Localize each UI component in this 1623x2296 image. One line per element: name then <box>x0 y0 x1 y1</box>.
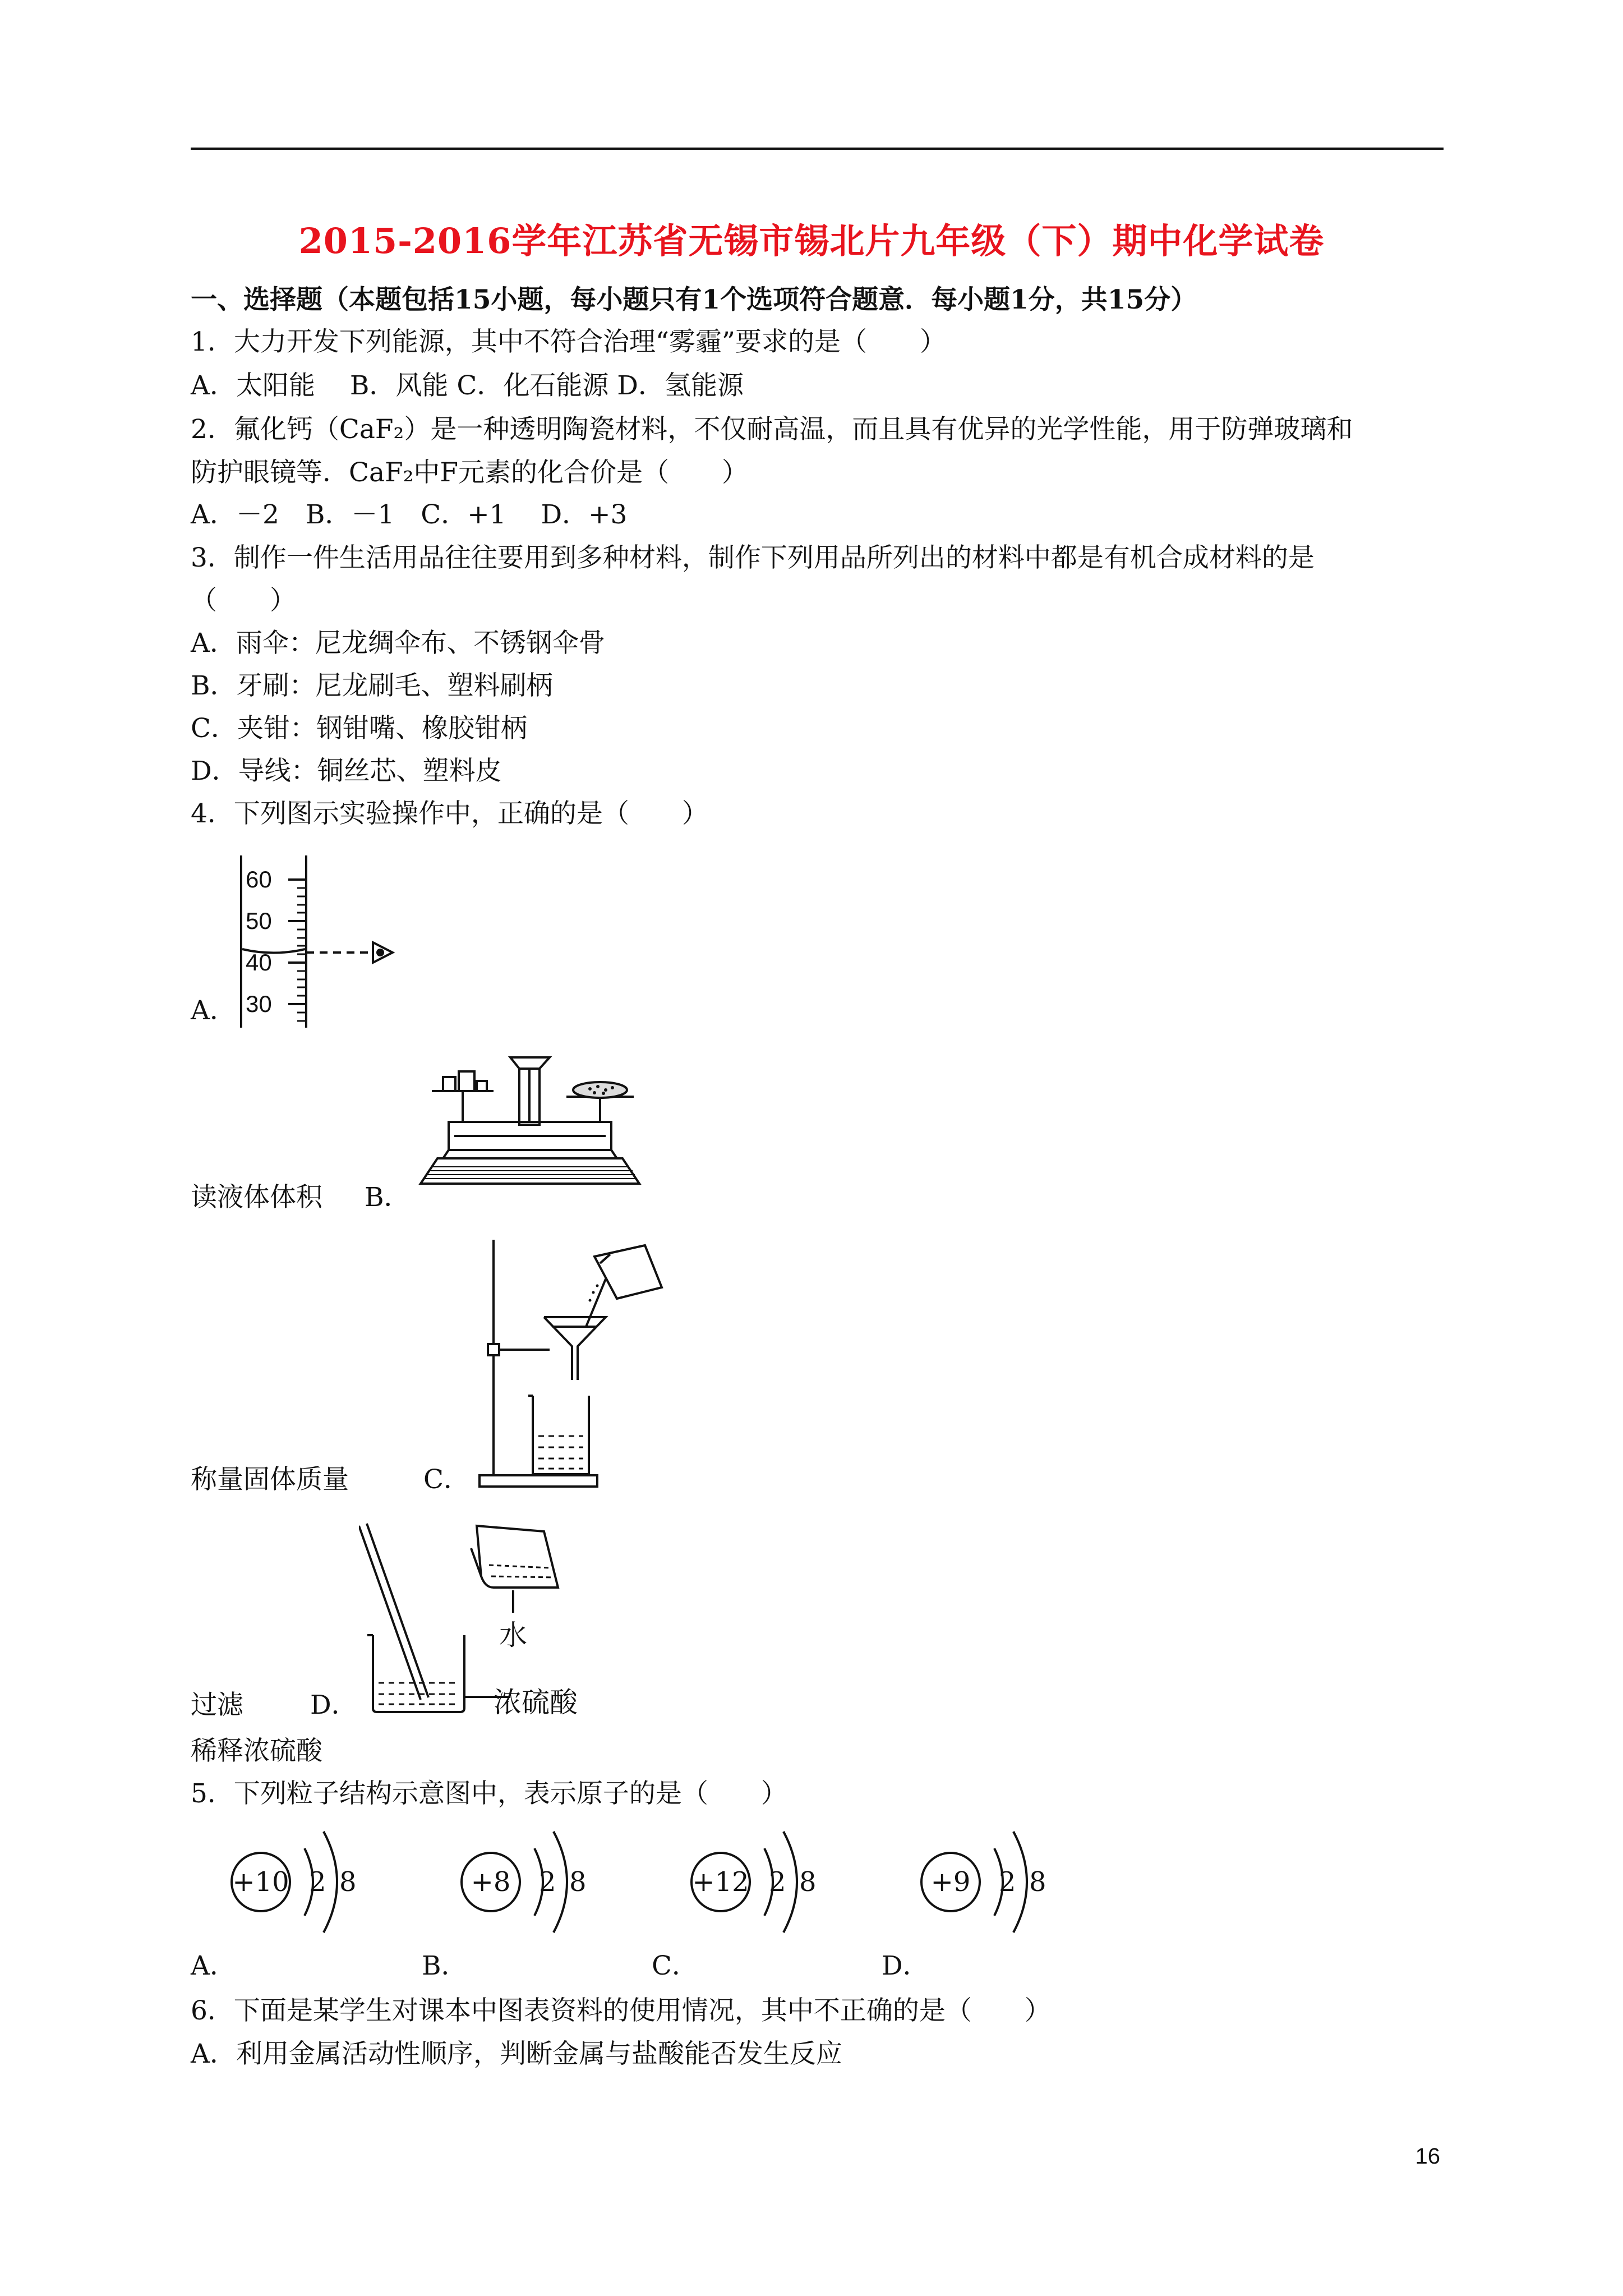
q3-option-b: B．牙刷：尼龙刷毛、塑料刷柄 <box>191 670 553 701</box>
q1-options: A．太阳能 B．风能 C．化石能源 D．氢能源 <box>191 370 744 401</box>
dilution-figure <box>359 1515 600 1728</box>
q5-label-b: B． <box>422 1950 468 1981</box>
q2-stem-line1: 2．氟化钙（CaF₂）是一种透明陶瓷材料，不仅耐高温，而且具有优异的光学性能，用于防弹玻璃和 <box>191 414 1353 445</box>
q2-stem-line2: 防护眼镜等．CaF₂中F元素的化合价是（ ） <box>191 457 749 488</box>
q4-label-c: C． <box>423 1464 470 1495</box>
q5-label-c: C． <box>652 1950 698 1981</box>
q4-caption-c: 过滤 <box>191 1690 243 1720</box>
q5-stem: 5．下列粒子结构示意图中，表示原子的是（ ） <box>191 1778 787 1809</box>
svg-text:30: 30 <box>246 991 272 1017</box>
q4-label-a: A． <box>191 995 236 1026</box>
section-header: 一、选择题（本题包括15小题，每小题只有1个选项符合题意．每小题1分，共15分） <box>191 284 1197 315</box>
q3-stem-line2: （ ） <box>191 585 296 616</box>
water-label: 水 <box>499 1619 527 1651</box>
q4-label-d: D． <box>310 1690 358 1720</box>
svg-text:40: 40 <box>246 949 272 976</box>
header-rule <box>191 148 1444 150</box>
q4-caption-a: 读液体体积 <box>191 1182 322 1213</box>
q3-option-a: A．雨伞：尼龙绸伞布、不锈钢伞骨 <box>191 628 605 659</box>
q1-stem: 1．大力开发下列能源，其中不符合治理“雾霾”要求的是（ ） <box>191 326 946 357</box>
atom-diagram-b: +8 2 8 <box>457 1826 592 1938</box>
q6-stem: 6．下面是某学生对课本中图表资料的使用情况，其中不正确的是（ ） <box>191 1995 1051 2026</box>
filtration-figure <box>477 1234 679 1492</box>
page-title: 2015-2016学年江苏省无锡市锡北片九年级（下）期中化学试卷 <box>298 220 1325 261</box>
q2-options: A．－2 B．－1 C．+1 D．+3 <box>191 499 628 530</box>
atom-diagram-c: +12 2 8 <box>687 1826 822 1938</box>
svg-text:50: 50 <box>246 908 272 934</box>
q4-caption-d: 稀释浓硫酸 <box>191 1736 322 1766</box>
q5-label-a: A． <box>191 1950 236 1981</box>
acid-label: 浓硫酸 <box>494 1686 578 1719</box>
balance-figure <box>409 1046 651 1198</box>
svg-text:60: 60 <box>246 866 272 892</box>
q4-stem: 4．下列图示实验操作中，正确的是（ ） <box>191 798 708 829</box>
q6-option-a: A．利用金属活动性顺序，判断金属与盐酸能否发生反应 <box>191 2039 842 2069</box>
q3-option-d: D．导线：铜丝芯、塑料皮 <box>191 756 502 786</box>
atom-diagram-d: +9 2 8 <box>917 1826 1052 1938</box>
q4-caption-b: 称量固体质量 <box>191 1464 349 1495</box>
q3-option-c: C．夹钳：钢钳嘴、橡胶钳柄 <box>191 713 527 744</box>
q4-label-b: B． <box>365 1182 411 1213</box>
atom-diagram-a: +10 2 8 <box>227 1826 362 1938</box>
q5-label-d: D． <box>882 1950 929 1981</box>
q3-stem-line1: 3．制作一件生活用品往往要用到多种材料，制作下列用品所列出的材料中都是有机合成材料的是 <box>191 542 1315 573</box>
page-number: 16 <box>1415 2144 1440 2169</box>
graduated-cylinder-figure <box>230 853 415 1032</box>
